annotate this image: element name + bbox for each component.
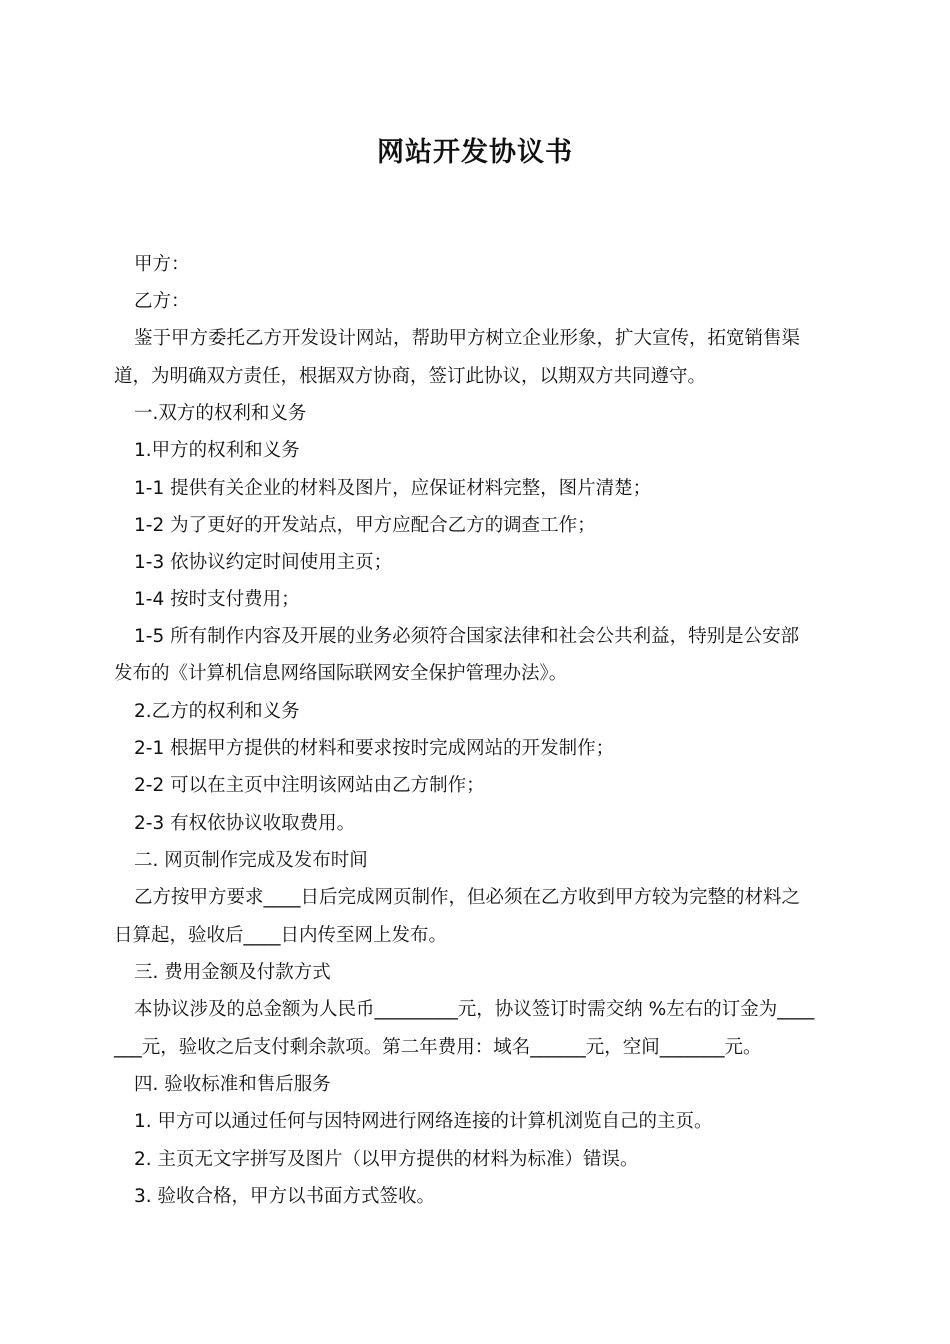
section-heading-4: 四. 验收标准和售后服务 bbox=[134, 1074, 331, 1095]
clause-1-1: 1-1 提供有关企业的材料及图片，应保证材料完整，图片清楚； bbox=[134, 478, 652, 499]
schedule-line-1: 乙方按甲方要求____日后完成网页制作，但必须在乙方收到甲方较为完整的材料之 bbox=[134, 887, 801, 908]
section-heading-1: 一.双方的权利和义务 bbox=[134, 403, 307, 424]
preamble-line-1: 鉴于甲方委托乙方开发设计网站，帮助甲方树立企业形象，扩大宣传，拓宽销售渠 bbox=[134, 328, 801, 349]
party-a-line: 甲方： bbox=[134, 254, 190, 275]
clause-2-1: 2-1 根据甲方提供的材料和要求按时完成网站的开发制作； bbox=[134, 738, 615, 759]
acceptance-item-3: 3. 验收合格，甲方以书面方式签收。 bbox=[134, 1186, 436, 1207]
acceptance-item-1: 1. 甲方可以通过任何与因特网进行网络连接的计算机浏览自己的主页。 bbox=[134, 1111, 713, 1132]
party-b-line: 乙方： bbox=[134, 291, 190, 312]
acceptance-item-2: 2. 主页无文字拼写及图片（以甲方提供的材料为标准）错误。 bbox=[134, 1149, 639, 1170]
clause-2-3: 2-3 有权依协议收取费用。 bbox=[134, 813, 356, 834]
clause-1-2: 1-2 为了更好的开发站点，甲方应配合乙方的调查工作； bbox=[134, 515, 596, 536]
clause-1-5-line-2: 发布的《计算机信息网络国际联网安全保护管理办法》。 bbox=[114, 663, 568, 684]
clause-1-4: 1-4 按时支付费用； bbox=[134, 589, 300, 610]
fee-line-1: 本协议涉及的总金额为人民币_________元，协议签订时需交纳 %左右的订金为____ bbox=[134, 999, 815, 1020]
section-heading-2: 二. 网页制作完成及发布时间 bbox=[134, 850, 368, 871]
subsection-heading-2: 2.乙方的权利和义务 bbox=[134, 701, 300, 722]
preamble-line-2: 道，为明确双方责任，根据双方协商，签订此协议，以期双方共同遵守。 bbox=[114, 366, 707, 387]
clause-2-2: 2-2 可以在主页中注明该网站由乙方制作； bbox=[134, 775, 485, 796]
fee-line-2: ___元，验收之后支付剩余款项。第二年费用：域名______元，空间_______元。 bbox=[114, 1037, 762, 1058]
section-heading-3: 三. 费用金额及付款方式 bbox=[134, 962, 331, 983]
subsection-heading-1: 1.甲方的权利和义务 bbox=[134, 440, 300, 461]
clause-1-5-line-1: 1-5 所有制作内容及开展的业务必须符合国家法律和社会公共利益，特别是公安部 bbox=[134, 626, 800, 647]
clause-1-3: 1-3 依协议约定时间使用主页； bbox=[134, 552, 393, 573]
document-title: 网站开发协议书 bbox=[377, 137, 573, 168]
schedule-line-2: 日算起，验收后____日内传至网上发布。 bbox=[114, 925, 448, 946]
